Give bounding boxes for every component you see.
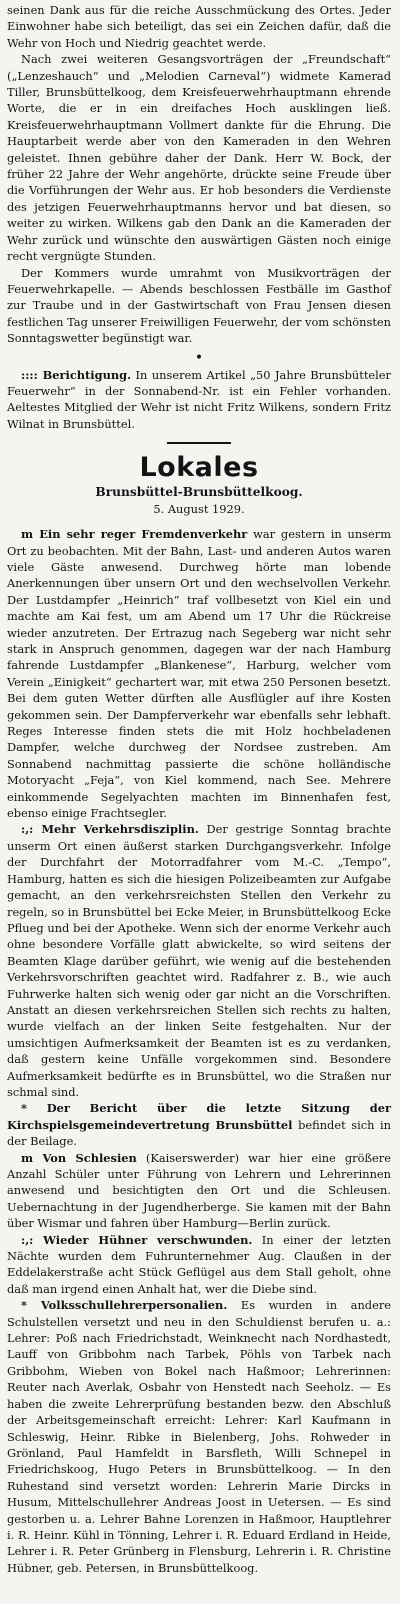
correction-label: :::: Berichtigung.	[21, 367, 132, 382]
article-verkehrsdisziplin-body: Der gestrige Sonntag brachte unserm Ort einen äußerst starken Durchgangsverkehr. Infolge der Durchfahrt der Motorradfahrer vom M.-C. „Tempo“, Hamburg, hatten es sich die hiesigen Polizeibeamten zur Aufgabe gemacht, an den verkehrsreichsten Stellen den Verkehr zu regeln, so in Brunsbüttel bei Ecke Meier, in Brunsbüttelkoog Ecke Pflueg und bei der Apotheke. Wenn sich der enorme Verkehr auch ohne besondere Vorfälle glatt abwickelte, so wird seitens der Beamten Klage darüber geführt, wie wenig auf die bestehenden Verkehrsvorschriften geachtet wird. Radfahrer z. B., wie auch Fuhrwerke halten sich wenig oder gar nicht an die Vorschriften. Anstatt an diesen verkehrsreichen Stellen sich rechts zu halten, wurde vielfach an der linken Seite festgehalten. Nur der umsichtigen Aufmerksamkeit der Beamten ist es zu verdanken, daß gestern keine Unfälle vorgekommen sind. Besondere Aufmerksamkeit bedürfte es in Brunsbüttel, wo die Straßen nur schmal sind.	[7, 822, 391, 1099]
article-verkehrsdisziplin-headline: :,: Mehr Verkehrsdisziplin.	[21, 822, 199, 837]
section-heading-lokales: Lokales	[139, 452, 259, 484]
article-fremdenverkehr	[7, 526, 391, 821]
paragraph-kommers-speeches: Nach zwei weiteren Gesangsvorträgen der „Freundschaft“ („Lenzeshauch“ und „Melodien Carneval“) widmete Kamerad Tiller, Brunsbüttelkoog, dem Kreisfeuerwehrhauptmann ehrende Worte, die er in ein dreifaches Hoch ausklingen ließ. Kreisfeuerwehrhauptmann Vollmert dankte für die Ehrung. Die Hauptarbeit werde aber von den Kameraden in den Wehren geleistet. Ihnen gebühre daher der Dank. Herr W. Bock, der früher 22 Jahre der Wehr angehörte, drückte seine Freude über die Vorführungen der Wehr aus. Er hob besonders die Verdienste des jetzigen Feuerwehrhauptmanns hervor und bat diesen, so weiter zu wirken. Wilkens gab den Dank an die Kameraden der Wehr zurück und wünschte den auswärtigen Gästen noch einige recht vergnügte Stunden.	[7, 52, 391, 264]
section-divider-line	[167, 442, 231, 444]
dateline: 5. August 1929.	[153, 502, 245, 517]
article-personalien-body: Es wurden in andere Schulstellen versetzt und neu in den Schuldienst berufen u. a.: Lehrer: Poß nach Friedrichstadt, Weinknecht nach Nordhastedt, Lauff von Gribbohm nach Tarbek, Pöhls von Tarbek nach Gribbohm, Wieben von Bokel nach Haßmoor; Lehrerinnen: Reuter nach Averlak, Osbahr von Henstedt nach Seeholz. — Es haben die zweite Lehrerprüfung bestanden bezw. den Abschluß der Arbeitsgemeinschaft erreicht: Lehrer: Karl Kaufmann in Schleswig, Heinr. Ribke in Bielenberg, Johs. Rohweder in Grönland, Paul Hamfeldt in Barsfleth, Willi Schnepel in Friedrichskoog, Hugo Peters in Brunsbüttelkoog. — In den Ruhestand sind versetzt worden: Lehrerin Marie Dircks in Husum, Mittelschullehrer Andreas Joost in Uetersen. — Es sind gestorben u. a. Lehrer Bahne Lorenzen in Haßmoor, Hauptlehrer i. R. Heinr. Kühl in Tönning, Lehrer i. R. Eduard Erdland in Heide, Lehrer i. R. Peter Grünberg in Flensburg, Lehrerin i. R. Christine Hübner, geb. Petersen, in Brunsbüttelkoog.	[7, 1298, 391, 1575]
correction-notice	[7, 367, 391, 433]
article-huehner-body: In einer der letzten Nächte wurden dem Fuhrunternehmer Aug. Claußen in der Eddelakerstraße acht Stück Geflügel aus dem Stall geholt, ohne daß man irgend einen Anhalt hat, wer die Diebe sind.	[7, 1232, 391, 1296]
article-fremdenverkehr-headline: m Ein sehr reger Fremdenverkehr	[21, 527, 248, 542]
article-verkehrsdisziplin	[7, 821, 391, 1100]
article-personalien-headline: * Volksschullehrerpersonalien.	[21, 1298, 228, 1313]
article-personalien	[7, 1297, 391, 1576]
article-gemeindevertretung-body: befindet sich in der Beilage.	[7, 1117, 391, 1149]
article-gemeindevertretung-headline: * Der Bericht über die letzte Sitzung der Kirchspielsgemeindevertretung Brunsbüttel	[7, 1101, 391, 1132]
paragraph-thanks-end: seinen Dank aus für die reiche Ausschmückung des Ortes. Jeder Einwohner habe sich beteiligt, das sei ein Zeichen dafür, daß die Wehr von Hoch und Niedrig geachtet werde.	[7, 3, 391, 50]
article-fremdenverkehr-body: war gestern in unserm Ort zu beobachten. Mit der Bahn, Last- und anderen Autos waren viele Gäste anwesend. Durchweg hörte man lobende Anerkennungen über unsern Ort und den wechselvollen Verkehr. Der Lustdampfer „Heinrich“ traf vollbesetzt von Kiel ein und machte am Kai fest, um am Abend um 17 Uhr die Rückreise wieder anzutreten. Der Ertrazug nach Segeberg war nicht sehr stark in Anspruch genommen, dagegen war der nach Hamburg fahrende Lustdampfer „Blankenese“, Harburg, welcher vom Verein „Einigkeit“ gechartert war, mit etwa 250 Personen besetzt. Bei dem guten Wetter dürften alle Ausflügler auf ihre Kosten gekommen sein. Der Dampferverkehr war ebenfalls sehr lebhaft. Reges Interesse finden stets die mit Holz hochbeladenen Dampfer, welche durchweg der Nordsee zustreben. Am Sonnabend nachmittag passierte die schöne holländische Motoryacht „Feja“, von Kiel kommend, nach See. Mehrere einkommende Segelyachten machten im Binnenhafen fest, ebenso einige Frachtsegler.	[7, 527, 392, 821]
article-schlesien-body: (Kaiserswerder) war hier eine größere Anzahl Schüler unter Führung von Lehrern und Lehrerinnen anwesend und besichtigten den Ort und die Schleusen. Uebernachtung in der Jugendherberge. Sie kamen mit der Bahn über Wismar und fahren über Hamburg—Berlin zurück.	[7, 1150, 391, 1231]
article-schlesien-headline: m Von Schlesien	[21, 1150, 137, 1165]
article-gemeindevertretung	[7, 1100, 391, 1149]
article-huehner-headline: :,: Wieder Hühner verschwunden.	[21, 1232, 253, 1247]
section-subheading: Brunsbüttel-Brunsbüttelkoog.	[95, 485, 303, 500]
section-divider-dot: •	[194, 349, 204, 366]
article-schlesien	[7, 1150, 391, 1232]
paragraph-kommers-music: Der Kommers wurde umrahmt von Musikvorträgen der Feuerwehrkapelle. — Abends beschlossen Festbälle im Gasthof zur Traube und in der Gastwirtschaft von Frau Jensen diesen festlichen Tag unserer Freiwilligen Feuerwehr, der vom schönsten Sonntagswetter begünstigt war.	[7, 265, 391, 346]
article-huehner	[7, 1232, 391, 1298]
correction-text: In unserem Artikel „50 Jahre Brunsbütteler Feuerwehr“ in der Sonnabend-Nr. ist ein Fehler vorhanden. Aeltestes Mitglied der Wehr ist nicht Fritz Wilkens, sondern Fritz Wilnat in Brunsbüttel.	[7, 367, 391, 431]
